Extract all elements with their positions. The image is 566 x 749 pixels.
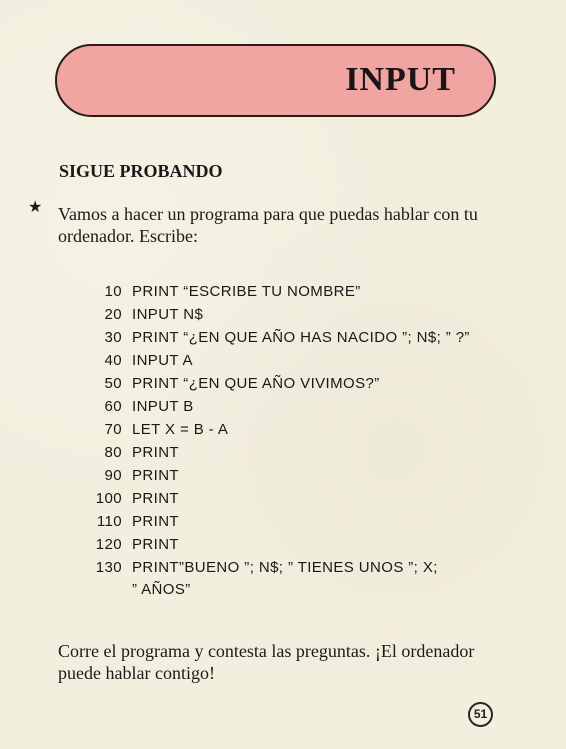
program-line: [78, 557, 508, 601]
program-line: [78, 442, 508, 465]
program-statement: PRINT: [132, 536, 179, 553]
star-icon: ★: [28, 197, 43, 216]
line-number: 70: [104, 421, 122, 438]
program-line: [78, 373, 508, 396]
section-heading: SIGUE PROBANDO: [59, 161, 223, 181]
program-statement: PRINT”BUENO ”; N$; ” TIENES UNOS ”; X; ” AÑOS”: [132, 559, 438, 598]
program-line: [78, 465, 508, 488]
line-number: 110: [96, 513, 122, 530]
line-number: 130: [95, 559, 122, 576]
line-number: 10: [104, 283, 122, 300]
program-statement: PRINT: [132, 444, 179, 461]
closing-paragraph: Corre el programa y contesta las preguntas. ¡El ordenador puede hablar contigo!: [58, 641, 475, 683]
program-line: [78, 281, 508, 304]
program-statement: PRINT: [132, 490, 179, 507]
program-line: [78, 304, 508, 327]
program-statement: INPUT N$: [132, 306, 204, 323]
title-banner: [55, 44, 496, 117]
line-number: 120: [95, 536, 122, 553]
program-line: [78, 511, 508, 534]
program-statement: PRINT “¿EN QUE AÑO HAS NACIDO ”; N$; ” ?”: [132, 329, 470, 346]
line-number: 50: [104, 375, 122, 392]
page-number-badge: 51: [468, 702, 493, 727]
program-line: [78, 350, 508, 373]
program-line: [78, 327, 508, 350]
program-statement: PRINT: [132, 513, 179, 530]
program-line: [78, 488, 508, 511]
line-number: 80: [104, 444, 122, 461]
program-line: [78, 534, 508, 557]
line-number: 20: [104, 306, 122, 323]
line-number: 100: [95, 490, 122, 507]
program-statement: PRINT “ESCRIBE TU NOMBRE”: [132, 283, 361, 300]
program-statement: PRINT: [132, 467, 179, 484]
line-number: 30: [104, 329, 122, 346]
page-title: INPUT: [345, 61, 456, 98]
program-statement: PRINT “¿EN QUE AÑO VIVIMOS?”: [132, 375, 380, 392]
line-number: 60: [104, 398, 122, 415]
program-line: [78, 419, 508, 442]
line-number: 40: [104, 352, 122, 369]
intro-paragraph: Vamos a hacer un programa para que puedas hablar con tu ordenador. Escribe:: [58, 204, 478, 246]
basic-program-listing: [78, 281, 508, 601]
program-statement: INPUT B: [132, 398, 194, 415]
program-statement: INPUT A: [132, 352, 193, 369]
line-number: 90: [104, 467, 122, 484]
program-line: [78, 396, 508, 419]
program-statement: LET X = B - A: [132, 421, 229, 438]
